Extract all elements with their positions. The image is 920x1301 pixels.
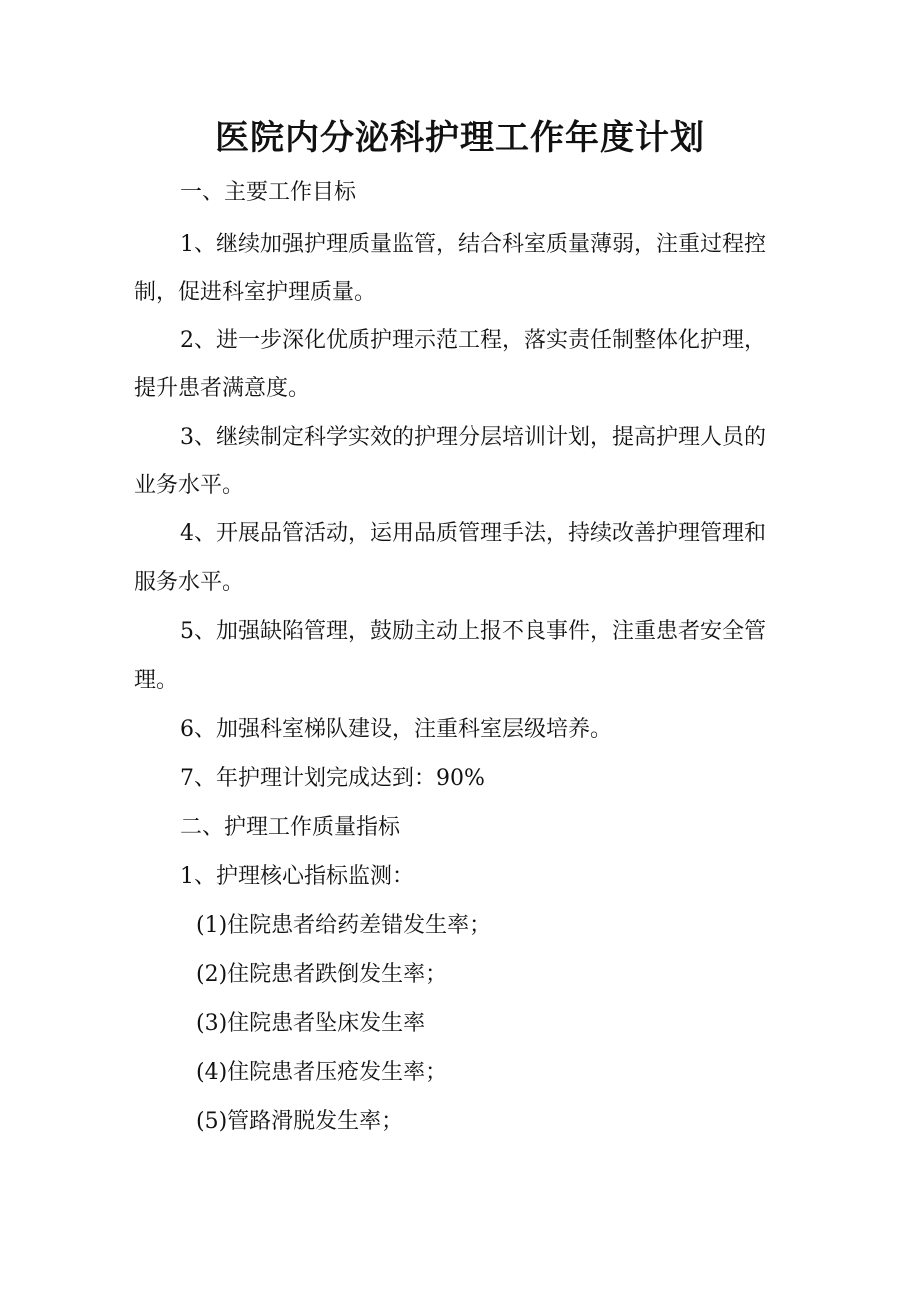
section-heading: 二、护理工作质量指标 xyxy=(180,815,401,840)
goal-3-line-1: 3、继续制定科学实效的护理分层培训计划，提高护理人员的 xyxy=(180,425,766,450)
indicator-item: (3)住院患者坠床发生率 xyxy=(196,1011,426,1036)
goal-5-line-1: 5、加强缺陷管理，鼓励主动上报不良事件，注重患者安全管 xyxy=(180,619,766,644)
indicator-item: (5)管路滑脱发生率； xyxy=(196,1109,404,1134)
goal-5-line-2: 理。 xyxy=(134,668,179,693)
indicator-item: (1)住院患者给药差错发生率； xyxy=(196,913,492,938)
indicator-item: (4)住院患者压疮发生率； xyxy=(196,1060,448,1085)
goal-2-line-1: 2、进一步深化优质护理示范工程，落实责任制整体化护理， xyxy=(180,328,766,353)
goal-1-line-2: 制，促进科室护理质量。 xyxy=(134,280,377,305)
goal-4-line-2: 服务水平。 xyxy=(134,570,245,595)
goal-7: 7、年护理计划完成达到：90% xyxy=(180,766,485,791)
indicator-heading: 1、护理核心指标监测： xyxy=(180,864,414,889)
goal-1-line-1: 1、继续加强护理质量监管，结合科室质量薄弱，注重过程控 xyxy=(180,232,766,257)
goal-6: 6、加强科室梯队建设，注重科室层级培养。 xyxy=(180,717,612,742)
goal-4-line-1: 4、开展品管活动，运用品质管理手法，持续改善护理管理和 xyxy=(180,521,766,546)
document-title: 医院内分泌科护理工作年度计划 xyxy=(215,118,705,158)
goal-3-line-2: 业务水平。 xyxy=(134,473,245,498)
goal-2-line-2: 提升患者满意度。 xyxy=(134,376,311,401)
section-heading: 一、主要工作目标 xyxy=(180,180,357,205)
indicator-item: (2)住院患者跌倒发生率； xyxy=(196,962,448,987)
